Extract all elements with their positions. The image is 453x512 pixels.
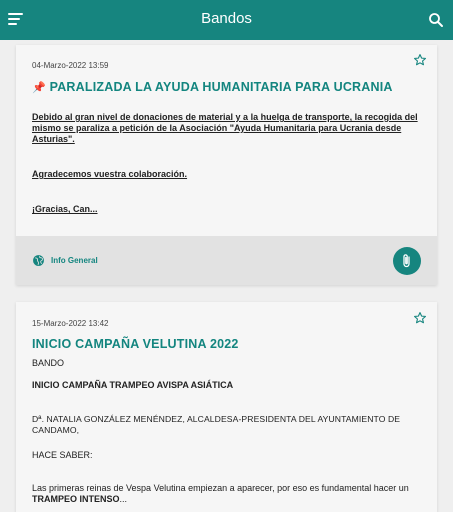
search-icon[interactable] bbox=[427, 11, 445, 29]
category-label[interactable]: Info General bbox=[51, 256, 98, 265]
card-paragraph[interactable]: Debido al gran nivel de donaciones de material y a la huelga de transporte, la recogida del mismo se paraliza a petición de la Asociación "Ayuda Humanitaria para Ucrania desde Asturias". bbox=[32, 112, 418, 144]
bando-card[interactable] bbox=[16, 45, 437, 285]
card-line: BANDO bbox=[32, 358, 65, 368]
card-paragraph[interactable]: ¡Gracias, Can... bbox=[32, 204, 98, 214]
card-paragraph: Las primeras reinas de Vespa Velutina empiezan a aparecer, por eso es fundamental hacer un TRAMPEO INTENSO... bbox=[32, 483, 409, 504]
card-date: 04-Marzo-2022 13:59 bbox=[32, 61, 109, 70]
card-title: 📌 PARALIZADA LA AYUDA HUMANITARIA PARA UCRANIA bbox=[32, 80, 393, 94]
star-outline-icon[interactable] bbox=[413, 53, 427, 67]
card-footer bbox=[16, 236, 437, 285]
card-paragraph[interactable]: Agradecemos vuestra colaboración. bbox=[32, 169, 188, 179]
card-line: HACE SABER: bbox=[32, 450, 93, 460]
card-line: Dª. NATALIA GONZÁLEZ MENÉNDEZ, ALCALDESA-PRESIDENTA DEL AYUNTAMIENTO DE CANDAMO, bbox=[32, 414, 401, 435]
card-date: 15-Marzo-2022 13:42 bbox=[32, 319, 109, 328]
app-bar bbox=[0, 0, 453, 40]
globe-icon bbox=[32, 254, 45, 267]
bando-card[interactable] bbox=[16, 302, 437, 512]
star-outline-icon[interactable] bbox=[413, 311, 427, 325]
paperclip-icon bbox=[400, 253, 414, 269]
pushpin-icon: 📌 bbox=[32, 82, 46, 94]
card-line: INICIO CAMPAÑA TRAMPEO AVISPA ASIÁTICA bbox=[32, 380, 234, 390]
card-title: INICIO CAMPAÑA VELUTINA 2022 bbox=[32, 337, 239, 351]
attachment-button[interactable] bbox=[393, 247, 421, 275]
page-title: Bandos bbox=[201, 10, 252, 27]
